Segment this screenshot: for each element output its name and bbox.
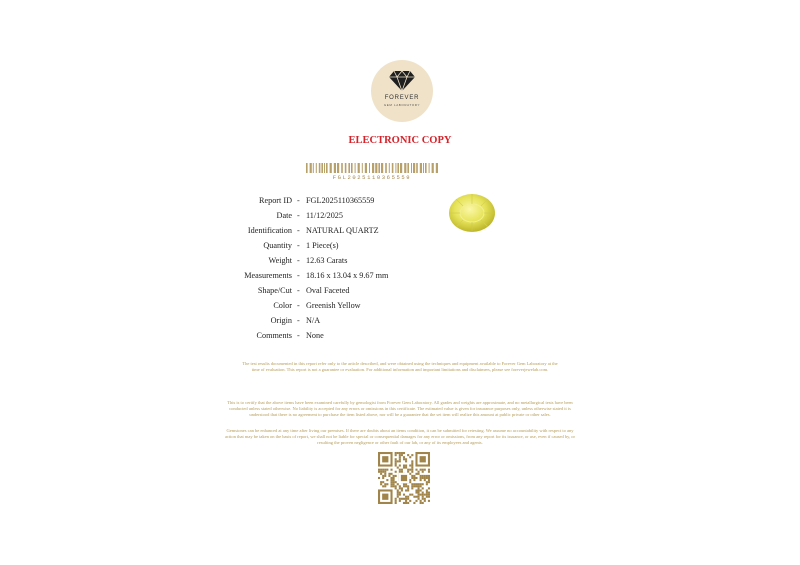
report-field-row <box>0 283 500 298</box>
field-separator: - <box>297 316 300 325</box>
report-field-row <box>0 208 500 223</box>
field-separator: - <box>297 211 300 220</box>
field-separator: - <box>297 271 300 280</box>
field-value: 12.63 Carats <box>306 256 348 265</box>
field-label: Date <box>276 211 292 220</box>
field-label: Color <box>273 301 292 310</box>
barcode-number: FGL2025110365559 <box>332 174 412 181</box>
report-field-row <box>0 223 500 238</box>
field-separator: - <box>297 301 300 310</box>
field-label: Weight <box>268 256 292 265</box>
report-field-row <box>0 193 500 208</box>
field-separator: - <box>297 241 300 250</box>
report-field-row <box>0 238 500 253</box>
field-separator: - <box>297 286 300 295</box>
lab-brand-subtitle: GEM LABORATORY <box>383 103 421 107</box>
lab-logo <box>371 60 433 122</box>
diamond-icon <box>388 70 416 92</box>
report-field-row <box>0 253 500 268</box>
field-value: 11/12/2025 <box>306 211 343 220</box>
field-label: Origin <box>270 316 292 325</box>
field-value: Oval Faceted <box>306 286 350 295</box>
field-value: 18.16 x 13.04 x 9.67 mm <box>306 271 389 280</box>
field-separator: - <box>297 226 300 235</box>
report-field-row <box>0 313 500 328</box>
field-value: 1 Piece(s) <box>306 241 339 250</box>
field-separator: - <box>297 331 300 340</box>
lab-brand-name: FOREVER <box>384 95 420 101</box>
field-label: Shape/Cut <box>257 286 292 295</box>
field-label: Measurements <box>244 271 292 280</box>
field-value: N/A <box>306 316 321 325</box>
electronic-copy-title: ELECTRONIC COPY <box>348 135 452 146</box>
field-separator: - <box>297 196 300 205</box>
field-label: Quantity <box>263 241 292 250</box>
report-field-row <box>0 298 500 313</box>
field-value: Greenish Yellow <box>306 301 361 310</box>
field-label: Report ID <box>259 196 292 205</box>
field-label: Comments <box>256 331 292 340</box>
field-value: NATURAL QUARTZ <box>306 226 379 235</box>
disclaimer-certification: This is to certify that the above items have been examined carefully by gemologist from Forever Gem Laboratory. All grades and weights are approximate, and no metallurgical tests have been conducted unless stated otherwise. No liability is accepted for any errors or omissions in this certificate. The estimated value is given for insurance purposes only, unless otherwise stated it is understood that there is no agreement to purchase the item listed above, nor will be a guarantee that the set item will realize this amount at public private or other sales. <box>227 400 573 417</box>
field-value: FGL2025110365559 <box>306 196 375 205</box>
field-value: None <box>306 331 324 340</box>
report-field-row <box>0 328 500 343</box>
field-label: Identification <box>247 226 292 235</box>
qr-code-icon[interactable] <box>378 452 430 504</box>
report-field-row <box>0 268 500 283</box>
disclaimer-test-results: The test results documented in this report refer only to the article described, and were obtained using the techniques and equipment available to Forever Gem Laboratory at the time of evaluation. This report is not a guarantee or evaluation. For additional information and important limitations and disclaimers, please see foreverjewelab.com. <box>242 361 558 372</box>
field-separator: - <box>297 256 300 265</box>
gemstone-image <box>448 193 496 233</box>
disclaimer-liability: Gemstones can be enhanced at any time after living our premises. If there are doubts about an items condition, it can be submitted for retesting. We assume no accountability with respect to any action that may be taken on the basis of report, we shall not be liable for special or consequential damages for any error or omissions, from any report for its issuance, or use, even if caused by, or resulting the proven negligence or other fault of our lab, or any of its employees and agents. <box>224 428 576 445</box>
